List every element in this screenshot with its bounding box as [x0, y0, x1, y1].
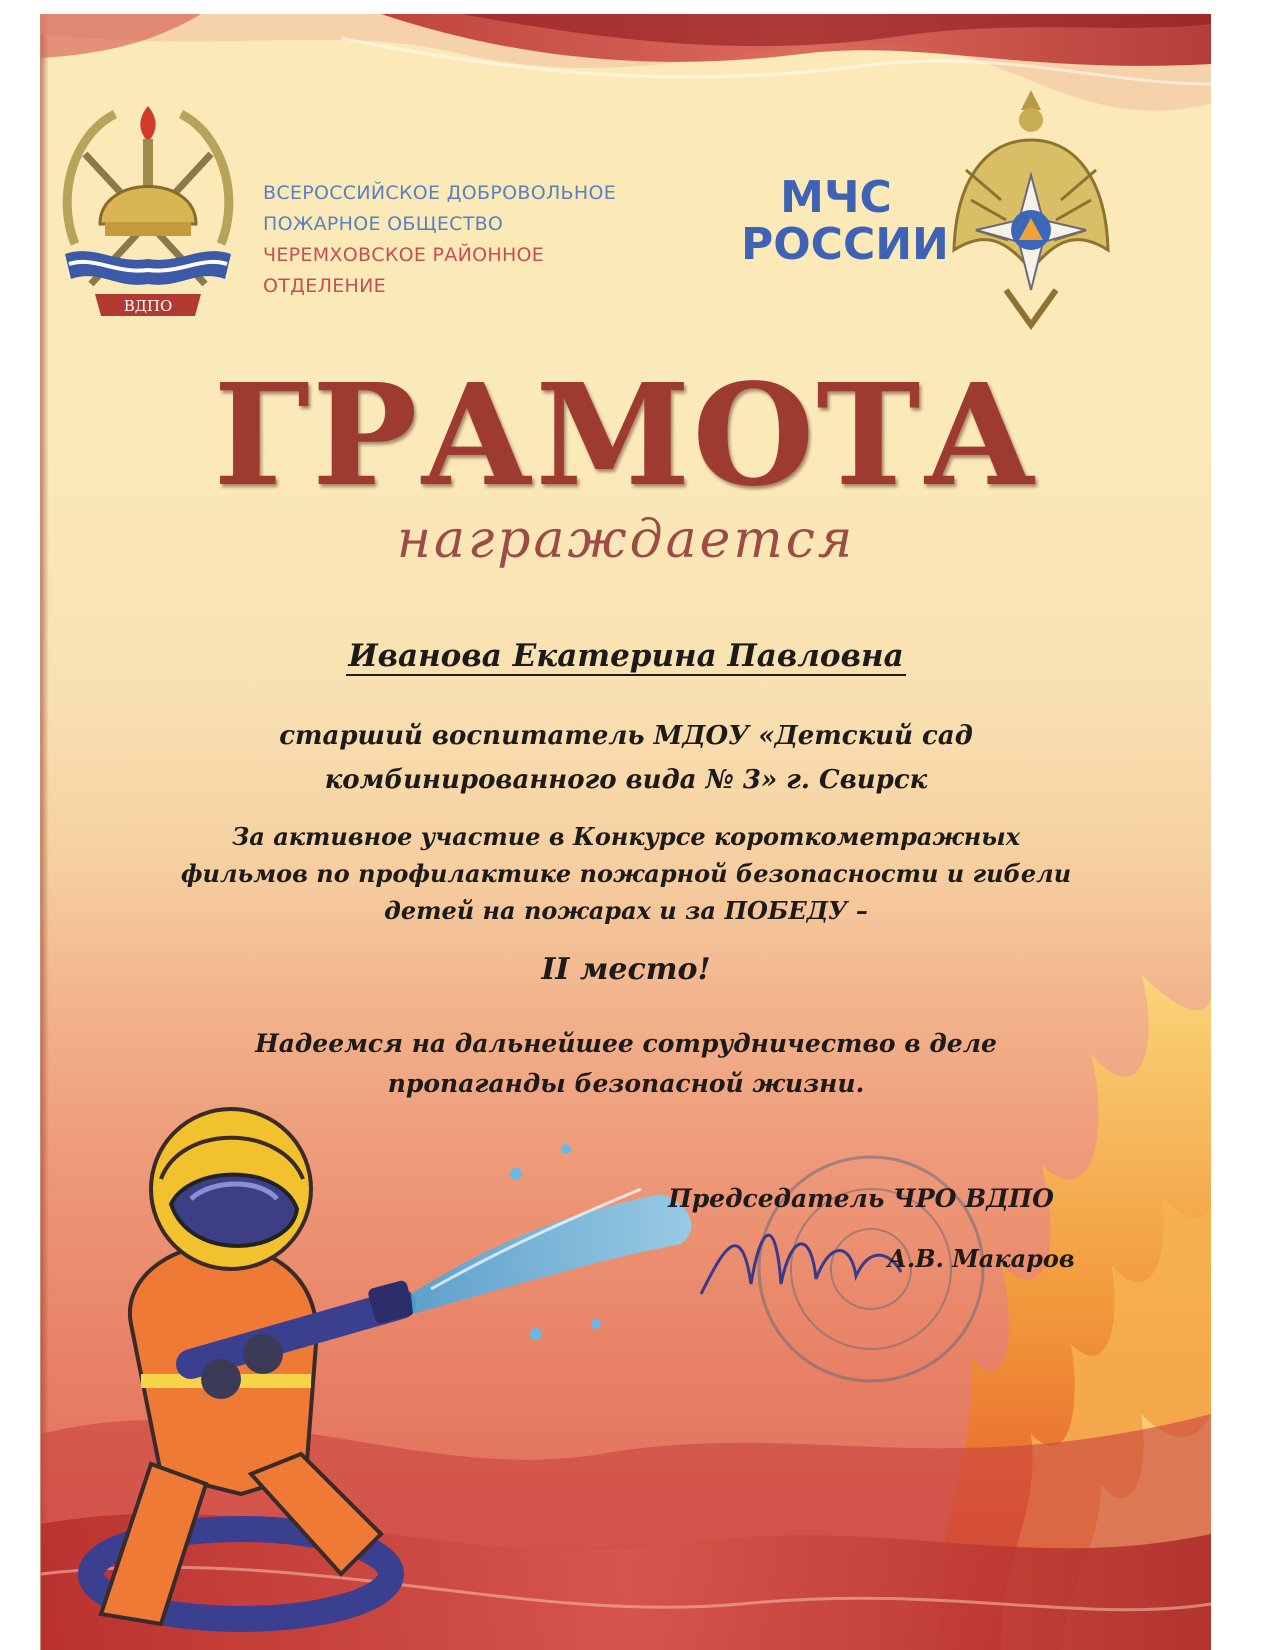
hope-line-2: пропаганды безопасной жизни.	[387, 1069, 865, 1098]
reason-line-1: За активное участие в Конкурсе короткометражных	[231, 822, 1020, 851]
award-place: II место!	[541, 952, 711, 987]
reason-line-3: детей на пожарах и за ПОБЕДУ –	[384, 896, 868, 925]
recipient-name-line	[41, 638, 1211, 674]
mchs-label	[741, 172, 949, 270]
org-line-3: ЧЕРЕМХОВСКОЕ РАЙОННОЕ	[263, 244, 545, 266]
vdpo-emblem-icon	[55, 94, 241, 334]
closing-message	[101, 1024, 1151, 1104]
reason-line-2: фильмов по профилактике пожарной безопасности и гибели	[180, 859, 1072, 888]
org-line-4: ОТДЕЛЕНИЕ	[263, 275, 386, 297]
position-line-1: старший воспитатель МДОУ «Детский сад	[279, 721, 973, 751]
vdpo-ribbon-label: ВДПО	[123, 297, 173, 315]
signatory-title: Председатель ЧРО ВДПО	[668, 1184, 1054, 1213]
recipient-position	[81, 714, 1171, 802]
recipient-name: Иванова Екатерина Павловна	[348, 638, 904, 674]
certificate-sheet	[40, 14, 1211, 1650]
org-line-2: ПОЖАРНОЕ ОБЩЕСТВО	[263, 213, 504, 235]
mchs-line-2: РОССИИ	[741, 219, 949, 270]
mchs-line-1: МЧС	[780, 172, 892, 223]
signatory-name: А.В. Макаров	[887, 1244, 1075, 1273]
organization-block	[263, 178, 683, 302]
award-reason	[101, 818, 1151, 929]
org-line-1: ВСЕРОССИЙСКОЕ ДОБРОВОЛЬНОЕ	[263, 182, 617, 204]
position-line-2: комбинированного вида № 3» г. Свирск	[324, 765, 928, 795]
certificate-subtitle: награждается	[396, 510, 856, 570]
mchs-emblem-icon	[946, 80, 1116, 338]
certificate-title: ГРАМОТА	[213, 354, 1039, 518]
hope-line-1: Надеемся на дальнейшее сотрудничество в деле	[255, 1029, 997, 1058]
